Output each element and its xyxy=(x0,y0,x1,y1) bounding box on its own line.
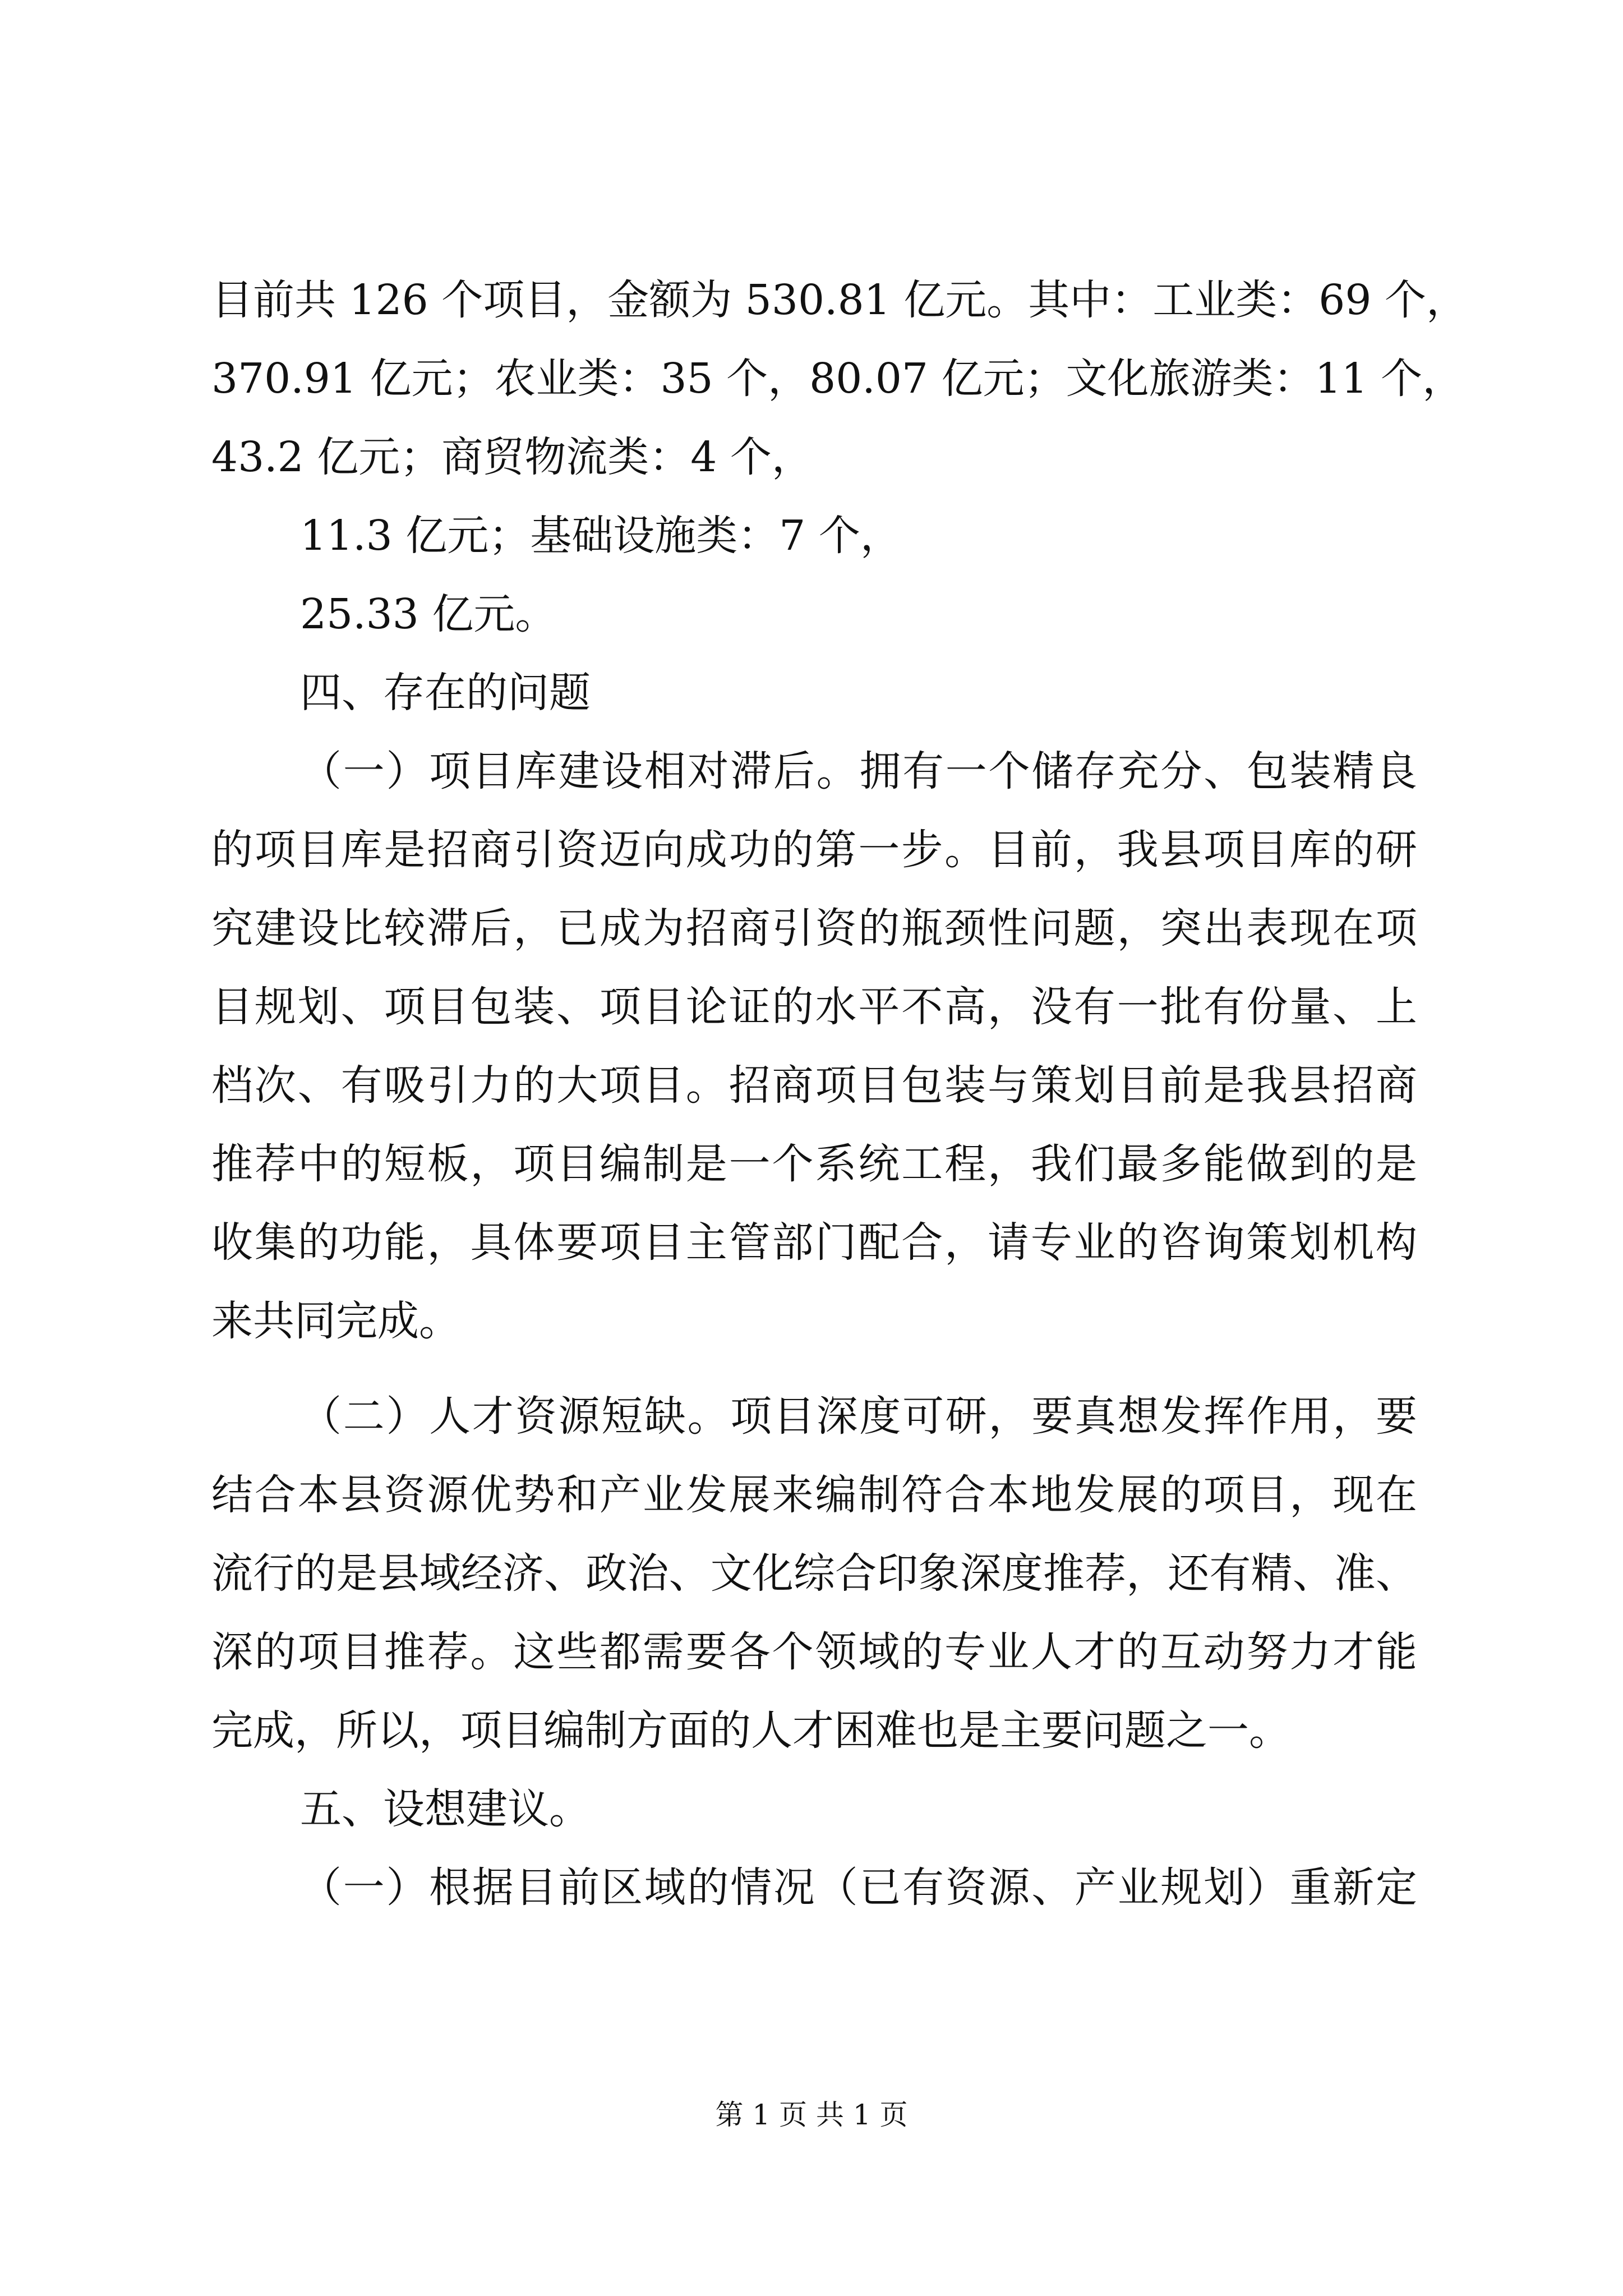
paragraph-line: （一）项目库建设相对滞后。拥有一个储存充分、包装精良 xyxy=(300,747,1417,795)
paragraph-line: 目规划、项目包装、项目论证的水平不高，没有一批有份量、上 xyxy=(211,983,1417,1031)
paragraph-line: （一）根据目前区域的情况（已有资源、产业规划）重新定 xyxy=(300,1864,1417,1912)
paragraph-line: 收集的功能，具体要项目主管部门配合，请专业的咨询策划机构 xyxy=(211,1218,1417,1267)
text-line: 370.91 亿元；农业类：35 个，80.07 亿元；文化旅游类：11 个， xyxy=(211,355,1464,403)
paragraph-line: 深的项目推荐。这些都需要各个领域的专业人才的互动努力才能 xyxy=(211,1628,1417,1676)
paragraph-line: 档次、有吸引力的大项目。招商项目包装与策划目前是我县招商 xyxy=(211,1061,1417,1110)
paragraph-line: 流行的是县域经济、政治、文化综合印象深度推荐，还有精、准、 xyxy=(211,1549,1417,1598)
page-footer: 第 1 页 共 1 页 xyxy=(715,2099,908,2131)
text-line: 43.2 亿元；商贸物流类：4 个， xyxy=(211,433,813,481)
paragraph-line: 结合本县资源优势和产业发展来编制符合本地发展的项目，现在 xyxy=(211,1471,1417,1519)
paragraph-line: 究建设比较滞后，已成为招商引资的瓶颈性问题，突出表现在项 xyxy=(211,904,1417,953)
paragraph-line: 的项目库是招商引资迈向成功的第一步。目前，我县项目库的研 xyxy=(211,826,1417,874)
paragraph-line: 来共同完成。 xyxy=(211,1297,460,1345)
section-heading: 五、设想建议。 xyxy=(300,1785,591,1833)
text-line: 25.33 亿元。 xyxy=(300,590,557,638)
section-heading: 四、存在的问题 xyxy=(300,669,591,717)
paragraph-line: 完成，所以，项目编制方面的人才困难也是主要问题之一。 xyxy=(211,1706,1290,1755)
paragraph-line: （二）人才资源短缺。项目深度可研，要真想发挥作用，要 xyxy=(300,1392,1417,1441)
paragraph-line: 推荐中的短板，项目编制是一个系统工程，我们最多能做到的是 xyxy=(211,1140,1417,1188)
text-line: 目前共 126 个项目，金额为 530.81 亿元。其中：工业类：69 个， xyxy=(211,276,1468,324)
text-line: 11.3 亿元；基础设施类：7 个， xyxy=(300,512,902,560)
